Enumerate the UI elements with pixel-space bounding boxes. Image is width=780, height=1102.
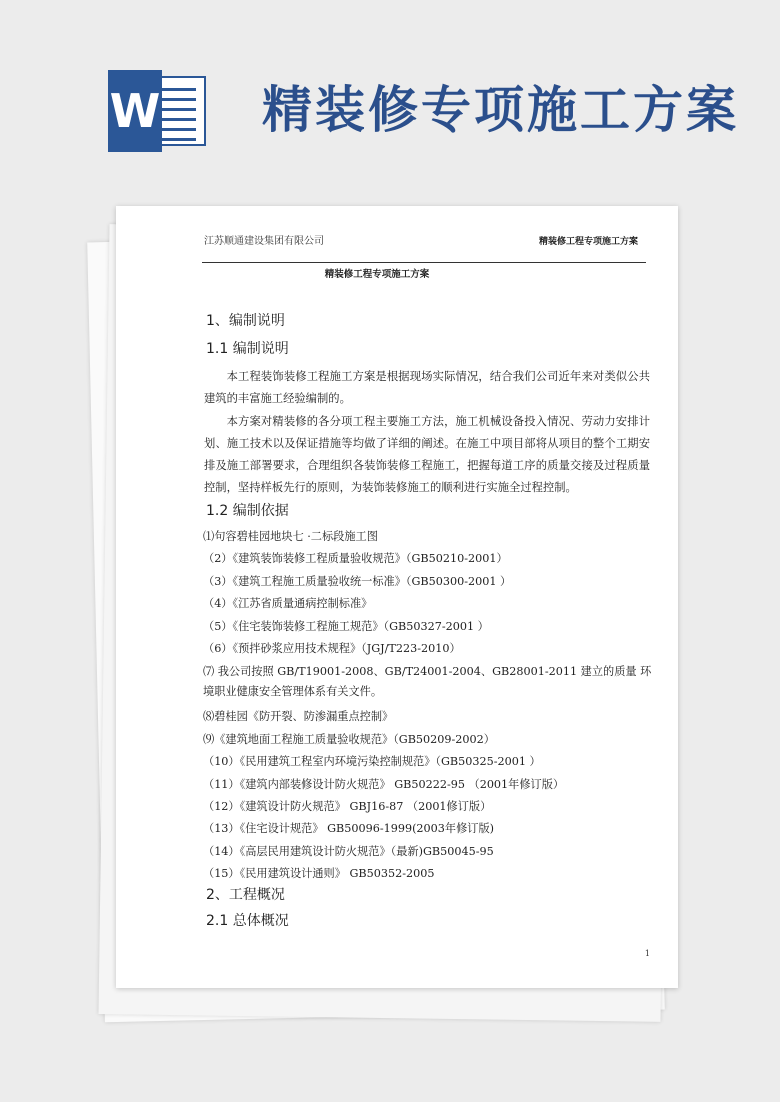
reference-item: （11）《建筑内部装修设计防火规范》 GB50222-95 （2001年修订版）	[203, 777, 565, 791]
reference-item: （15）《民用建筑设计通则》 GB50352-2005	[203, 867, 435, 881]
document-page	[116, 206, 678, 988]
section-heading: 2、工程概况	[206, 887, 285, 903]
header-doc-title: 精装修工程专项施工方案	[538, 237, 638, 247]
subsection-heading: 2.1 总体概况	[206, 913, 289, 929]
word-icon	[108, 70, 208, 152]
paragraph: 本工程装饰装修工程施工方案是根据现场实际情况，结合我们公司近年来对类似公共建筑的丰富施工经验编制的。	[204, 370, 650, 405]
reference-item: （2）《建筑装饰装修工程质量验收规范》（GB50210-2001）	[203, 552, 508, 566]
section-heading: 1、编制说明	[206, 313, 285, 329]
reference-item: （12）《建筑设计防火规范》 GBJ16-87 （2001修订版）	[203, 800, 492, 814]
reference-item: ⑼《建筑地面工程施工质量验收规范》（GB50209-2002）	[203, 732, 495, 746]
paragraph: 本方案对精装修的各分项工程主要施工方法，施工机械设备投入情况、劳动力安排计划、施工技术以及保证措施等均做了详细的阐述。在施工中项目部将从项目的整个工期安排及施工部署要求，合理组织各装饰装修工程施工，把握每道工序的质量交接及过程质量控制，坚持样板先行的原则，为装饰装修施工的顺利进行实施全过程控制。	[204, 415, 650, 494]
reference-list	[203, 526, 653, 886]
subsection-heading: 1.1 编制说明	[206, 341, 289, 357]
page-subtitle: 精装修工程专项施工方案	[324, 269, 430, 280]
reference-item: （13）《住宅设计规范》 GB50096-1999(2003年修订版)	[203, 822, 495, 836]
reference-item: （6）《预拌砂浆应用技术规程》（JGJ/T223-2010）	[203, 642, 461, 656]
subsection-heading: 1.2 编制依据	[206, 503, 289, 519]
reference-item: （4）《江苏省质量通病控制标准》	[203, 597, 373, 611]
header-company: 江苏顺通建设集团有限公司	[204, 236, 324, 247]
page-number: 1	[644, 949, 650, 958]
reference-item: ⑴句容碧桂园地块七 ·二标段施工图	[203, 530, 378, 543]
reference-item: ⑻碧桂园《防开裂、防渗漏重点控制》	[203, 710, 394, 724]
banner-title: 精装修专项施工方案	[262, 81, 739, 139]
banner	[0, 0, 780, 200]
header-rule	[202, 262, 646, 263]
reference-item: ⑺ 我公司按照 GB/T19001-2008、GB/T24001-2004、GB28001-2011 建立的质量 环境职业健康安全管理体系有关文件。	[203, 665, 652, 699]
reference-item: （10）《民用建筑工程室内环境污染控制规范》（GB50325-2001 ）	[203, 755, 541, 769]
reference-item: （14）《高层民用建筑设计防火规范》（最新)GB50045-95	[203, 844, 494, 858]
word-letter: W	[108, 70, 162, 152]
reference-item: （3）《建筑工程施工质量验收统一标准》（GB50300-2001 ）	[203, 574, 512, 588]
reference-item: （5）《住宅装饰装修工程施工规范》（GB50327-2001 ）	[203, 619, 489, 633]
